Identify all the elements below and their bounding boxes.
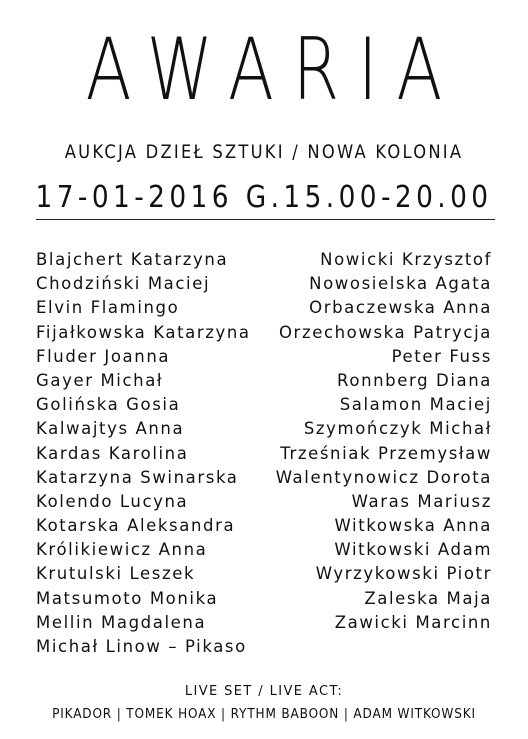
artist-name: Zawicki Marcinn: [334, 612, 492, 632]
artist-name: Orzechowska Patrycja: [278, 322, 492, 342]
artist-name: Chodziński Maciej: [36, 274, 211, 294]
artist-name: Kolendo Lucyna: [36, 491, 189, 511]
artist-name: Witkowska Anna: [334, 516, 492, 536]
artist-name: Matsumoto Monika: [36, 588, 219, 608]
artist-name: Królikiewicz Anna: [36, 540, 208, 560]
artist-name: Mellin Magdalena: [36, 612, 207, 632]
live-act-lineup: PIKADOR | TOMEK HOAX | RYTHM BABOON | ADAM WITKOWSKI: [52, 707, 476, 722]
artist-name: Nowicki Krzysztof: [320, 250, 492, 269]
artist-name: Ronnberg Diana: [337, 370, 492, 390]
artist-name: Walentynowicz Dorota: [275, 467, 492, 487]
poster-title: AWARIA: [85, 20, 462, 120]
artist-name: Waras Mariusz: [351, 491, 492, 511]
artist-name: Nowosielska Agata: [309, 274, 492, 294]
event-subtitle: AUKCJA DZIEŁ SZTUKI / NOWA KOLONIA: [64, 141, 464, 163]
artist-name: Golińska Gosia: [36, 395, 181, 415]
artist-name: Kalwajtys Anna: [36, 419, 185, 439]
artist-name: Fijałkowska Katarzyna: [36, 322, 251, 342]
artist-name: Kardas Karolina: [36, 443, 189, 463]
artist-name: Gayer Michał: [36, 370, 164, 390]
artist-name: Orbaczewska Anna: [309, 298, 492, 318]
artist-name: Blajchert Katarzyna: [36, 250, 229, 269]
artist-name: Zaleska Maja: [364, 588, 492, 608]
artist-name: Witkowski Adam: [334, 540, 492, 560]
event-date: 17-01-2016 G.15.00-20.00: [35, 180, 493, 215]
artist-name: Peter Fuss: [391, 346, 492, 366]
artist-name: Wyrzykowski Piotr: [315, 564, 492, 584]
artist-name: Katarzyna Swinarska: [36, 467, 239, 487]
artist-name: Fluder Joanna: [36, 346, 171, 366]
artist-list-left: [36, 248, 251, 659]
artist-name: Trześniak Przemysław: [280, 443, 492, 463]
artist-name: Salamon Maciej: [339, 395, 492, 415]
artist-name: Michał Linow – Pikaso: [36, 637, 247, 656]
artist-name: Kotarska Aleksandra: [36, 516, 236, 536]
divider-line: [36, 219, 495, 220]
live-set-heading: LIVE SET / LIVE ACT:: [184, 684, 344, 699]
artist-name: Krutulski Leszek: [36, 564, 196, 584]
artist-name: Szymończyk Michał: [303, 419, 492, 439]
artist-name: Elvin Flamingo: [36, 298, 180, 318]
artist-list-right: [276, 248, 492, 635]
